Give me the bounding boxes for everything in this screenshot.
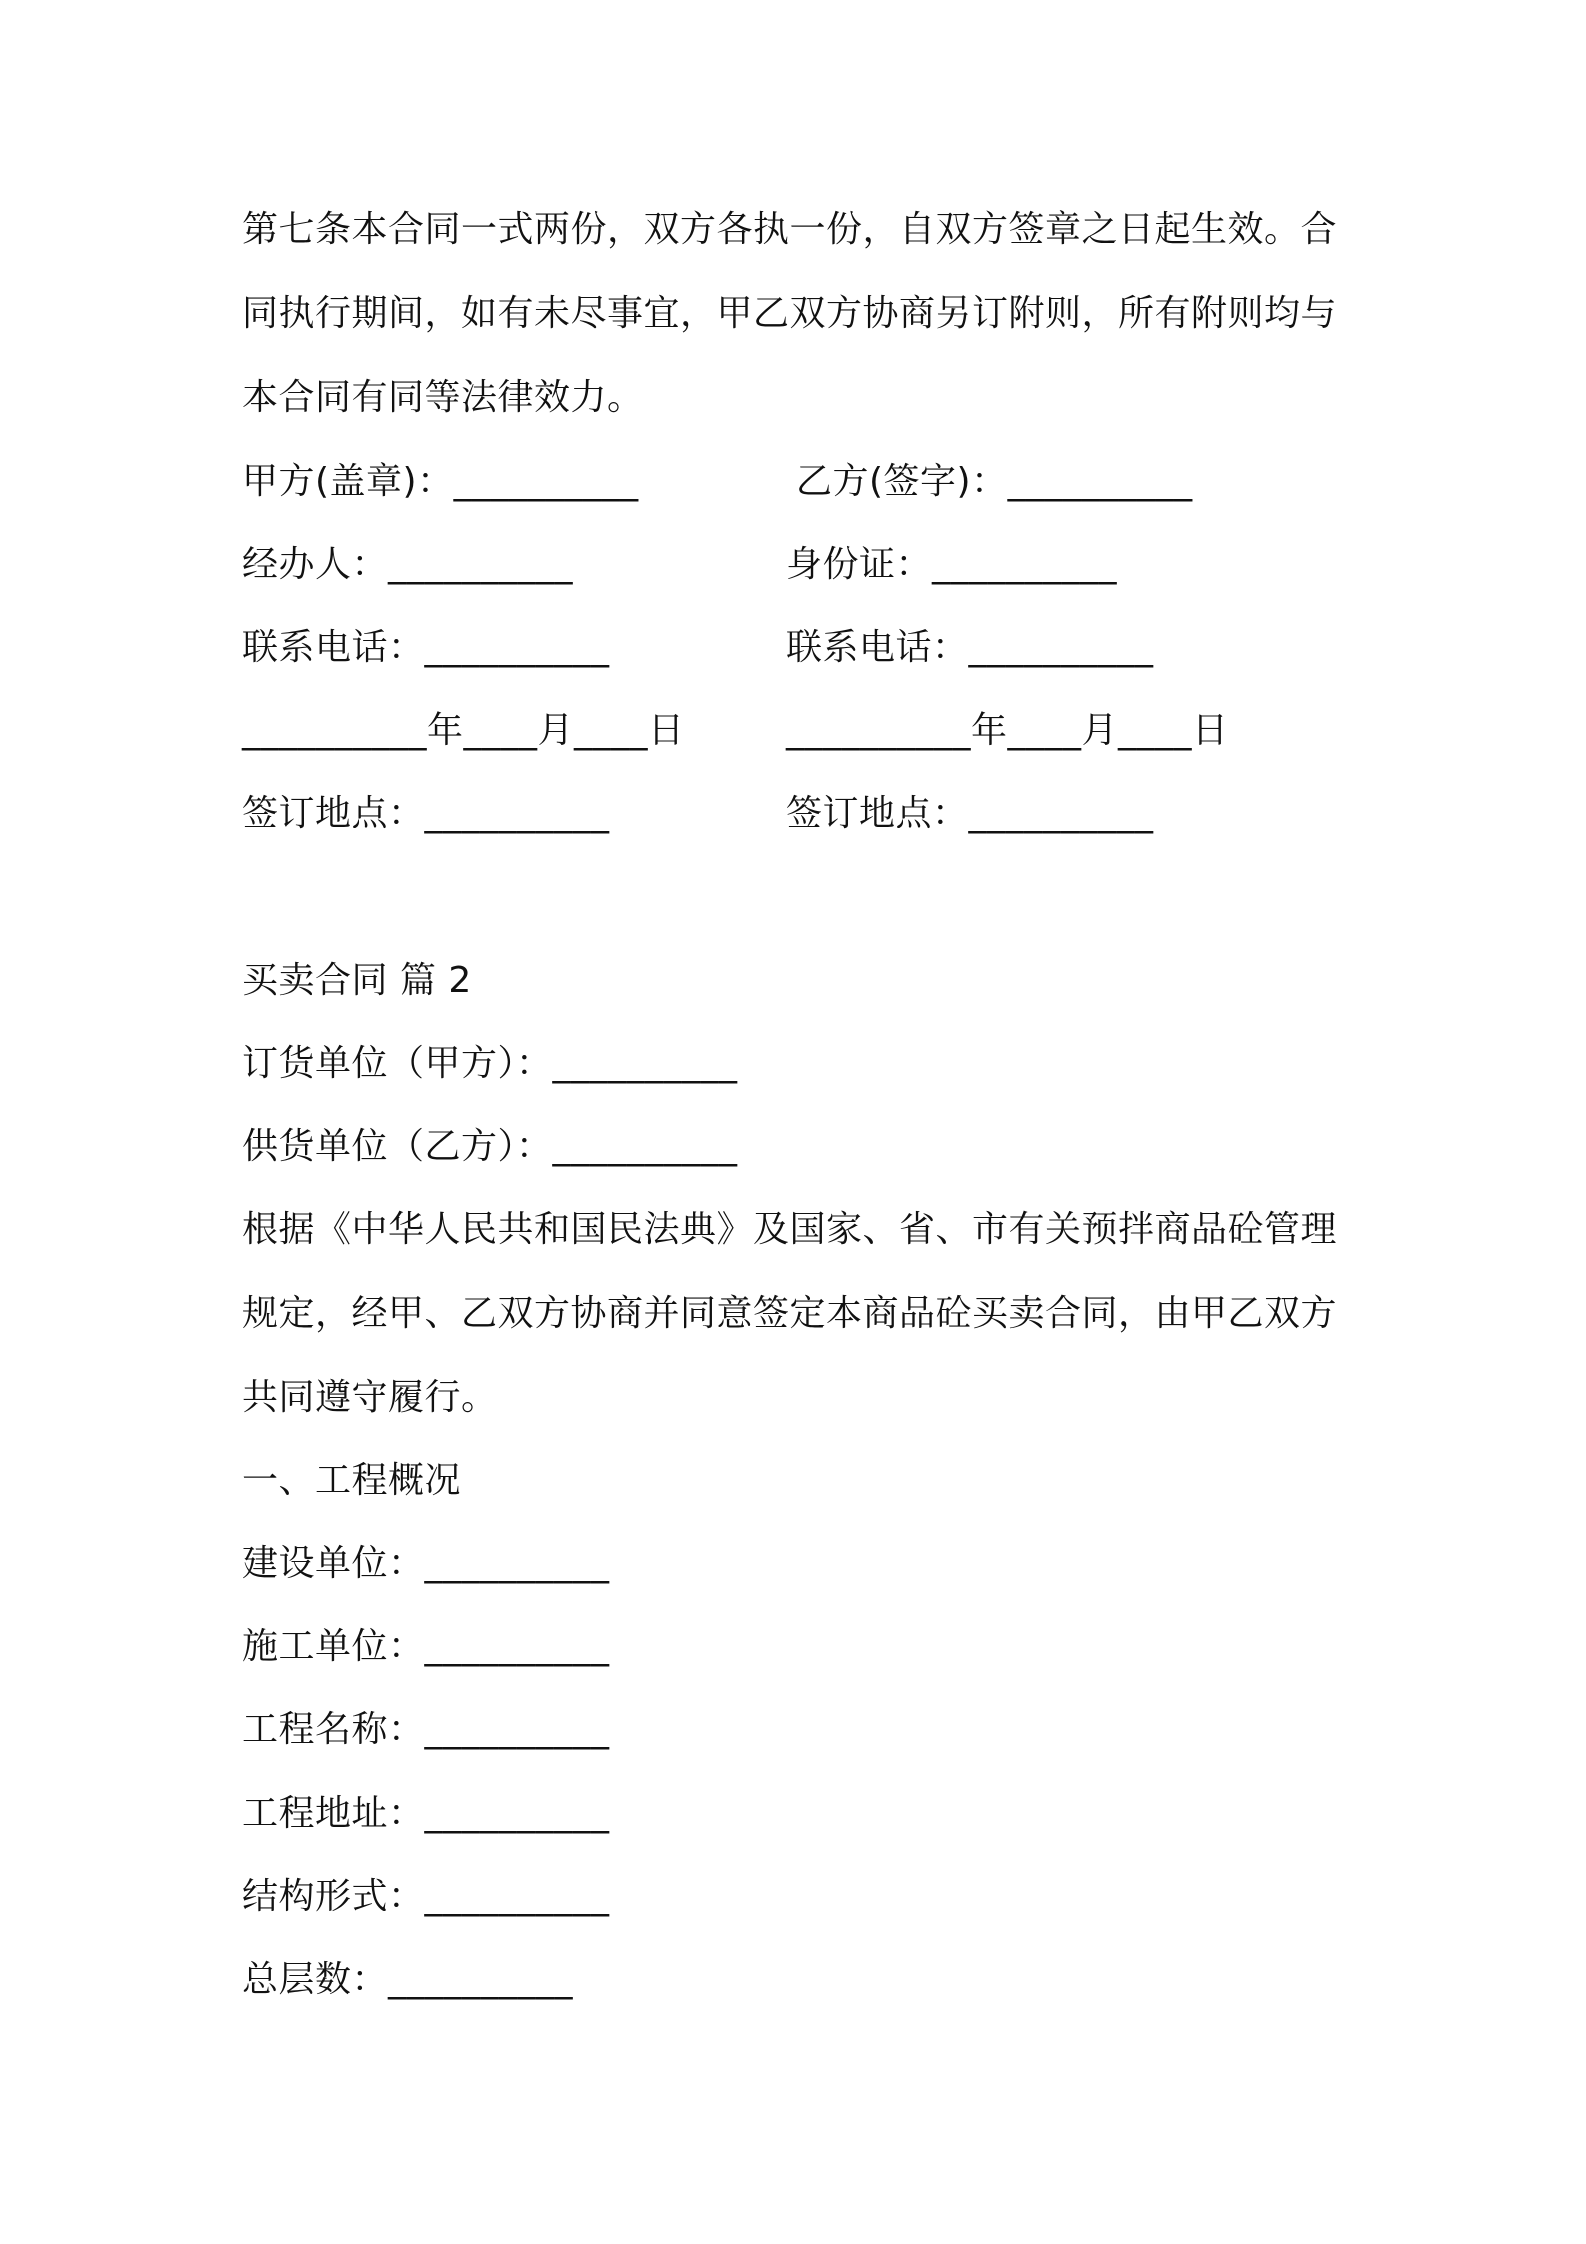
article7-line-2: 同执行期间，如有未尽事宜，甲乙双方协商另订附则，所有附则均与: [242, 293, 1338, 334]
article7-line-1: 第七条本合同一式两份，双方各执一份，自双方签章之日起生效。合: [242, 209, 1338, 250]
handler-field: 经办人：__________: [242, 544, 574, 585]
structure-form-field: 结构形式：__________: [242, 1876, 610, 1917]
project-name-field: 工程名称：__________: [242, 1709, 610, 1750]
contract2-title: 买卖合同 篇 2: [242, 960, 472, 1001]
intro-line-2: 规定，经甲、乙双方协商并同意签定本商品砼买卖合同，由甲乙双方: [242, 1293, 1338, 1334]
phone-a-field: 联系电话：__________: [242, 627, 610, 668]
construction-unit-field: 建设单位：__________: [242, 1543, 610, 1584]
date-a-field: __________年____月____日: [242, 710, 685, 751]
party-b-sign-field: 乙方(签字)：__________: [796, 461, 1193, 502]
supplier-field: 供货单位（乙方）：__________: [242, 1126, 738, 1167]
article7-line-3: 本合同有同等法律效力。: [242, 377, 644, 418]
builder-unit-field: 施工单位：__________: [242, 1626, 610, 1667]
place-a-field: 签订地点：__________: [242, 793, 610, 834]
party-a-seal-field: 甲方(盖章)：__________: [242, 461, 639, 502]
phone-b-field: 联系电话：__________: [786, 627, 1154, 668]
project-address-field: 工程地址：__________: [242, 1793, 610, 1834]
section1-heading: 一、工程概况: [242, 1460, 462, 1501]
date-b-field: __________年____月____日: [786, 710, 1229, 751]
intro-line-3: 共同遵守履行。: [242, 1377, 498, 1418]
total-floors-field: 总层数：__________: [242, 1959, 574, 2000]
buyer-field: 订货单位（甲方）：__________: [242, 1043, 738, 1084]
id-card-field: 身份证：__________: [786, 544, 1118, 585]
intro-line-1: 根据《中华人民共和国民法典》及国家、省、市有关预拌商品砼管理: [242, 1209, 1338, 1250]
place-b-field: 签订地点：__________: [786, 793, 1154, 834]
